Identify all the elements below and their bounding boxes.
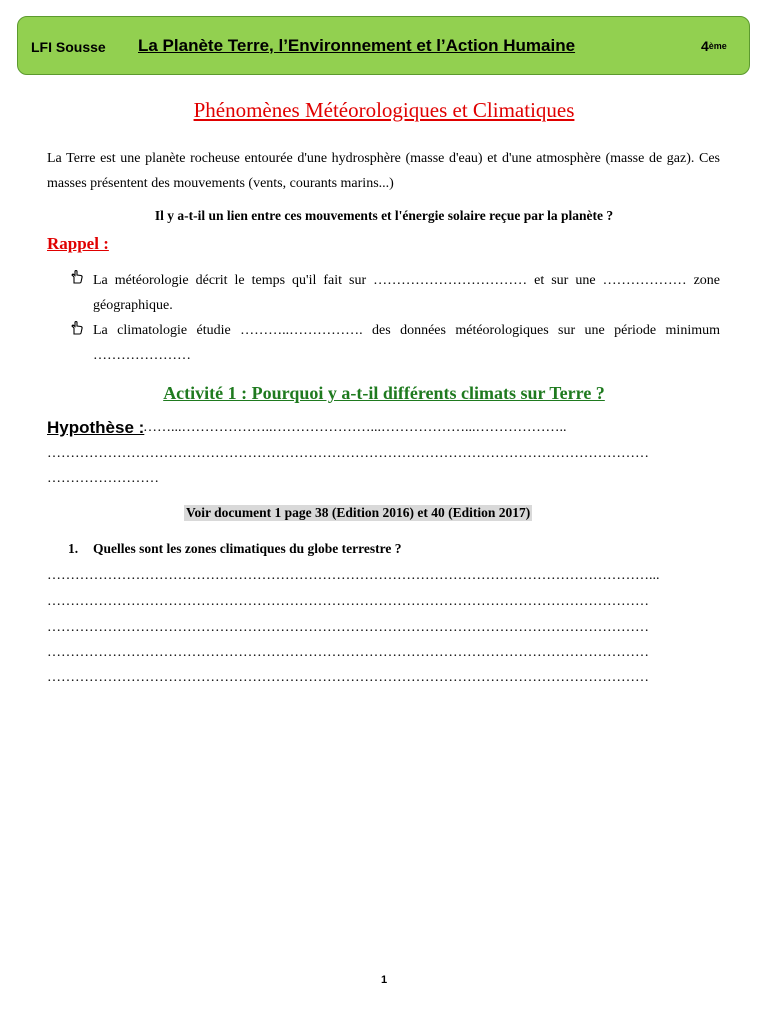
unit-title: La Planète Terre, l’Environnement et l’Action Humaine: [138, 36, 576, 55]
answer-line: …………………………………………………………………………………………………………………: [47, 645, 649, 660]
question-text: Quelles sont les zones climatiques du globe terrestre ?: [93, 541, 402, 556]
grade-label: 4ème: [701, 38, 727, 54]
answer-line: …………………………………………………………………………………………………………………...: [47, 568, 660, 583]
intro-paragraph: La Terre est une planète rocheuse entourée d'une hydrosphère (masse d'eau) et d'une atmosphère (masse de gaz). Ces masses présentent des mouvements (vents, courants marins...): [47, 151, 720, 191]
header-banner: [17, 16, 750, 75]
hypothesis-blank: ……………………: [47, 471, 159, 486]
answer-line: …………………………………………………………………………………………………………………: [47, 620, 649, 635]
pointing-hand-icon: [70, 321, 84, 340]
school-name: LFI Sousse: [31, 39, 106, 55]
question-number: 1.: [68, 541, 79, 556]
pointing-hand-icon: [70, 270, 84, 289]
activity-title: Activité 1 : Pourquoi y a-t-il différents climats sur Terre ?: [163, 383, 605, 403]
page-title: Phénomènes Météorologiques et Climatiques: [193, 98, 575, 122]
rappel-heading: Rappel :: [47, 234, 109, 253]
guiding-question: Il y a-t-il un lien entre ces mouvements et l'énergie solaire reçue par la planète ?: [154, 208, 614, 223]
rappel-item: La climatologie étudie ………..……………. des données météorologiques sur une période minimum …………………: [93, 323, 720, 363]
hypothesis-label: Hypothèse :: [47, 418, 145, 437]
answer-line: …………………………………………………………………………………………………………………: [47, 670, 649, 685]
hypothesis-blank: …………………………………………………………………………………………………………………: [47, 446, 649, 461]
document-reference: Voir document 1 page 38 (Edition 2016) et 40 (Edition 2017): [186, 505, 531, 520]
hypothesis-blank: ……...………………..…………………...………………...………………..: [143, 420, 567, 435]
page-number: 1: [380, 974, 388, 986]
answer-line: …………………………………………………………………………………………………………………: [47, 594, 649, 609]
rappel-item: La météorologie décrit le temps qu'il fait sur …………………………… et sur une ……………… zone géographique.: [93, 273, 720, 313]
